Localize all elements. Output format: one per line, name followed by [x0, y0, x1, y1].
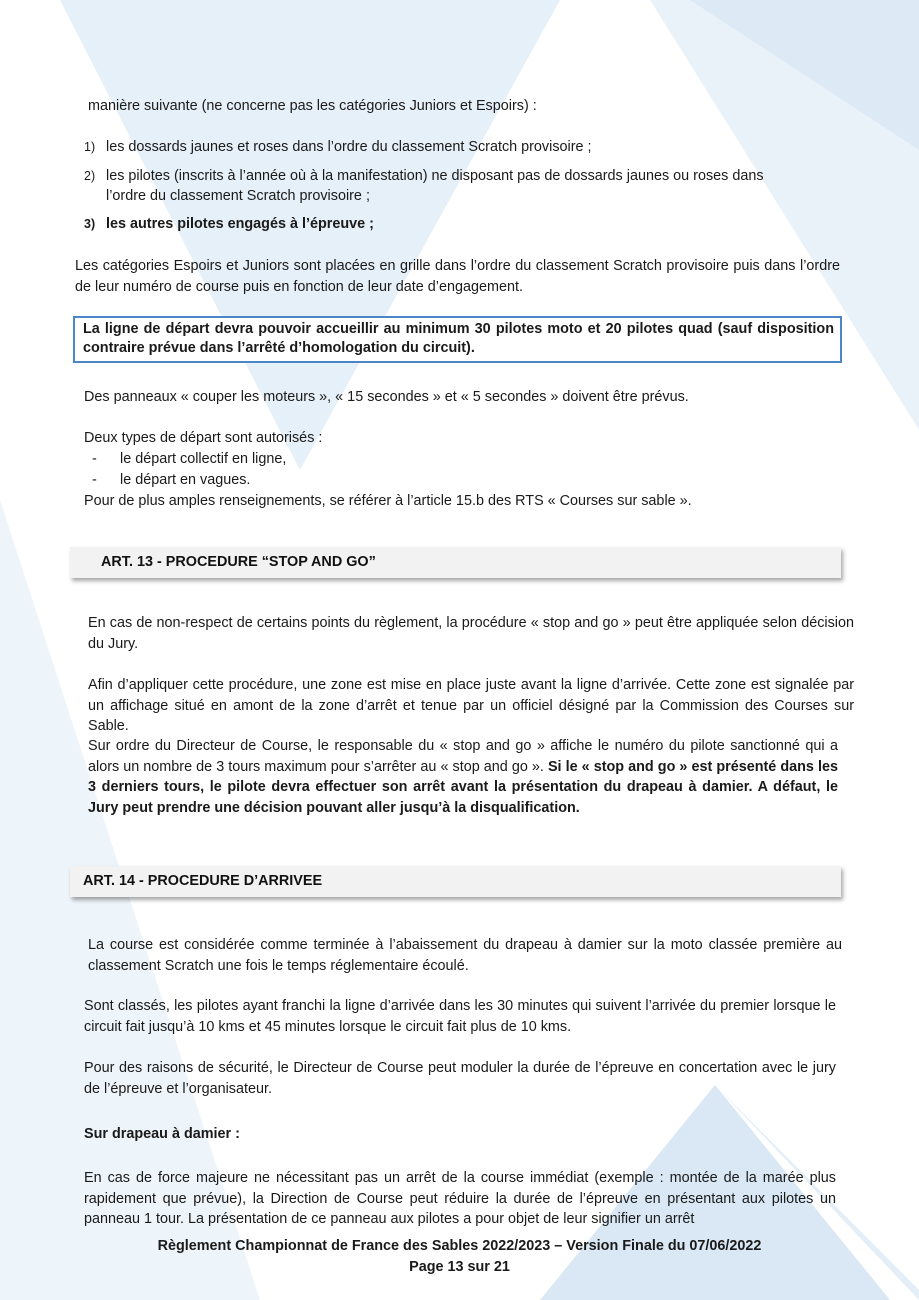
reference-line: Pour de plus amples renseignements, se référer à l’article 15.b des RTS « Courses sur sable ». — [84, 493, 692, 509]
section-heading-art13 — [70, 547, 841, 578]
bullet-item — [92, 470, 250, 491]
section-heading-art14 — [70, 866, 841, 897]
art14-paragraph-4: En cas de force majeure ne nécessitant pas un arrêt de la course immédiat (exemple : montée de la marée plus rapidement que prévue), la Direction de Course peut réduire la durée de l’épreuve en présentant aux pilotes un panneau 1 tour. La présentation de ce panneau aux pilotes a pour objet de leur signifier un arrêt — [84, 1170, 836, 1227]
list-number: 2) — [84, 169, 96, 183]
footer-title: Règlement Championnat de France des Sables 2022/2023 – Version Finale du 07/06/2022 — [157, 1238, 762, 1254]
art13-paragraph-1: En cas de non-respect de certains points du règlement, la procédure « stop and go » peut être appliquée selon décision du Jury. — [88, 615, 854, 652]
art14-subheading: Sur drapeau à damier : — [84, 1126, 240, 1142]
art13-p3-bold: Si le « stop and go » est présenté dans les 3 derniers tours, le pilote devra effectuer son arrêt avant la présentation du drapeau à damier. A défaut, le Jury peut prendre une décision pouvant aller jusqu’à la disqualification. — [88, 758, 838, 816]
starting-line-note: La ligne de départ devra pouvoir accueillir au minimum 30 pilotes moto et 20 pilotes quad (sauf disposition contraire prévue dans l’arrêté d’homologation du circuit). — [73, 316, 842, 363]
list-item — [84, 166, 764, 187]
bullet-text: le départ collectif en ligne, — [120, 451, 287, 467]
bullet-item — [92, 449, 286, 470]
art13-paragraph-3 — [88, 736, 838, 818]
panels-paragraph: Des panneaux « couper les moteurs », « 15 secondes » et « 5 secondes » doivent être prévus. — [84, 389, 689, 405]
list-item — [84, 214, 374, 235]
dash-bullet: - — [92, 451, 97, 467]
art14-paragraph-2: Sont classés, les pilotes ayant franchi la ligne d’arrivée dans les 30 minutes qui suivent l’arrivée du premier lorsque le circuit fait jusqu’à 10 kms et 45 minutes lorsque le circuit fait plus de 10 kms. — [84, 998, 836, 1035]
list-item-continuation: l’ordre du classement Scratch provisoire ; — [106, 188, 370, 204]
art13-paragraph-2: Afin d’appliquer cette procédure, une zone est mise en place juste avant la ligne d’arrivée. Cette zone est signalée par un affichage situé en amont de la zone d’arrêt et tenue par un officiel désigné par la Commission des Courses sur Sable. — [88, 677, 854, 734]
list-text: les pilotes (inscrits à l’année où à la manifestation) ne disposant pas de dossards jaunes ou roses dans — [106, 168, 764, 184]
dash-bullet: - — [92, 472, 97, 488]
art13-p3-normal: Sur ordre du Directeur de Course, le responsable du « stop and go » affiche le numéro du pilote sanctionné qui a alors un nombre de 3 tours maximum pour s’arrêter au « stop and go ». — [88, 738, 838, 775]
art14-paragraph-1: La course est considérée comme terminée à l’abaissement du drapeau à damier sur la moto classée première au classement Scratch une fois le temps réglementaire écoulé. — [88, 937, 842, 974]
list-text: les autres pilotes engagés à l’épreuve ; — [106, 216, 374, 232]
list-number: 1) — [84, 140, 96, 154]
list-text: les dossards jaunes et roses dans l’ordre du classement Scratch provisoire ; — [106, 139, 592, 155]
start-types-intro: Deux types de départ sont autorisés : — [84, 430, 323, 446]
list-item — [84, 137, 592, 158]
section-title: ART. 14 - PROCEDURE D’ARRIVEE — [83, 873, 323, 889]
art14-paragraph-3: Pour des raisons de sécurité, le Directeur de Course peut moduler la durée de l’épreuve en concertation avec le jury de l’épreuve et l’organisateur. — [84, 1060, 836, 1097]
list-number: 3) — [84, 217, 96, 231]
section-title: ART. 13 - PROCEDURE “STOP AND GO” — [101, 554, 376, 570]
intro-line: manière suivante (ne concerne pas les catégories Juniors et Espoirs) : — [88, 98, 537, 114]
grid-paragraph: Les catégories Espoirs et Juniors sont placées en grille dans l’ordre du classement Scratch provisoire puis dans l’ordre de leur numéro de course puis en fonction de leur date d’engagement. — [75, 258, 840, 295]
footer-page-number: Page 13 sur 21 — [409, 1259, 510, 1275]
bullet-text: le départ en vagues. — [120, 472, 251, 488]
